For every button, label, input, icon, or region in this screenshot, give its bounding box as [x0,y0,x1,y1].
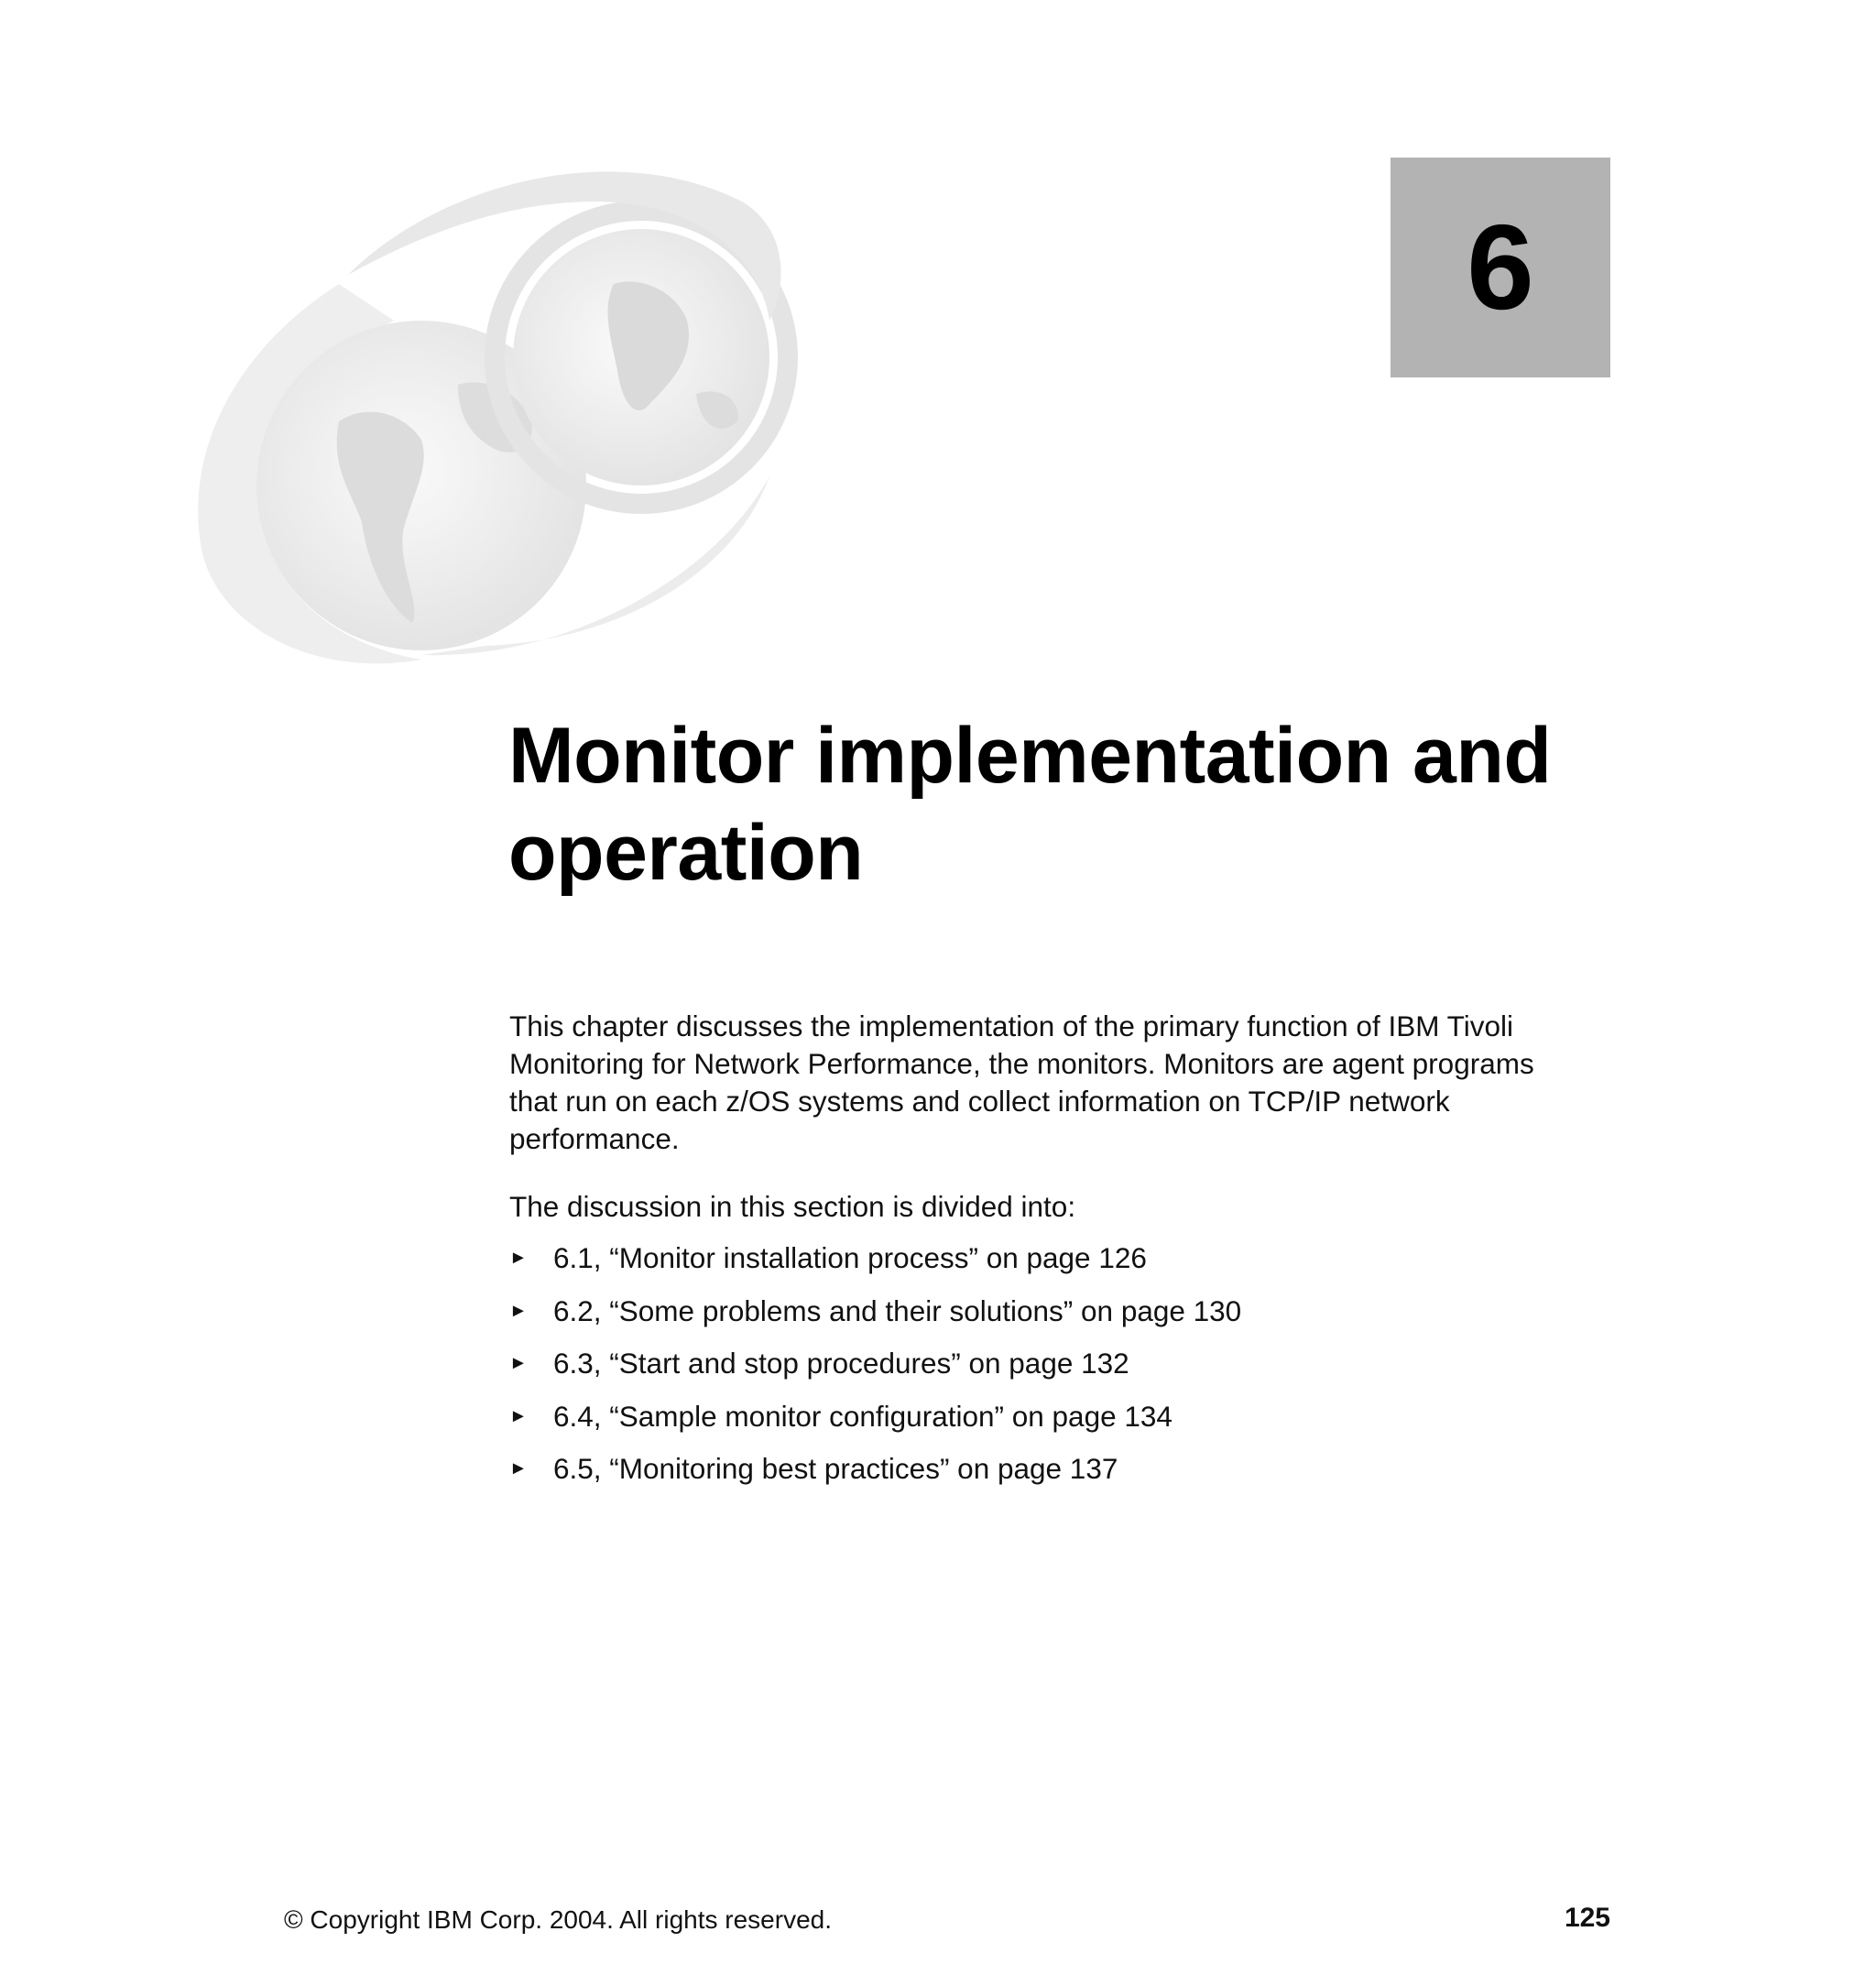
page-number: 125 [1564,1903,1610,1933]
list-item [509,1345,1241,1398]
intro-line: performance. [509,1122,680,1155]
list-item [509,1398,1241,1451]
intro-line: Monitoring for Network Performance, the monitors. Monitors are agent programs [509,1047,1534,1080]
triangle-right-icon: ► [509,1248,528,1268]
intro-line: that run on each z/OS systems and collect information on TCP/IP network [509,1085,1450,1118]
intro-paragraph [509,1008,1627,1158]
ibm-globe-swirl-icon [183,147,843,678]
triangle-right-icon: ► [509,1458,528,1479]
triangle-right-icon: ► [509,1300,528,1321]
section-list [509,1239,1241,1503]
intro-line: This chapter discusses the implementation of the primary function of IBM Tivoli [509,1009,1513,1042]
section-link-6-5[interactable]: 6.5, “Monitoring best practices” on page 137 [553,1452,1118,1485]
chapter-number: 6 [1467,200,1534,334]
section-lead-text: The discussion in this section is divided into: [509,1190,1076,1223]
section-link-6-1[interactable]: 6.1, “Monitor installation process” on page 126 [553,1241,1147,1274]
list-item [509,1450,1241,1503]
section-link-6-2[interactable]: 6.2, “Some problems and their solutions” on page 130 [553,1293,1242,1327]
list-item [509,1293,1241,1346]
list-item [509,1239,1241,1293]
chapter-number-box [1391,158,1610,377]
section-link-6-3[interactable]: 6.3, “Start and stop procedures” on page 132 [553,1347,1129,1380]
chapter-title-line: operation [508,809,864,897]
chapter-title [508,707,1699,901]
triangle-right-icon: ► [509,1405,528,1426]
triangle-right-icon: ► [509,1353,528,1373]
copyright-notice: © Copyright IBM Corp. 2004. All rights reserved. [284,1905,832,1934]
section-link-6-4[interactable]: 6.4, “Sample monitor configuration” on page 134 [553,1399,1172,1433]
chapter-title-line: Monitor implementation and [508,712,1552,800]
